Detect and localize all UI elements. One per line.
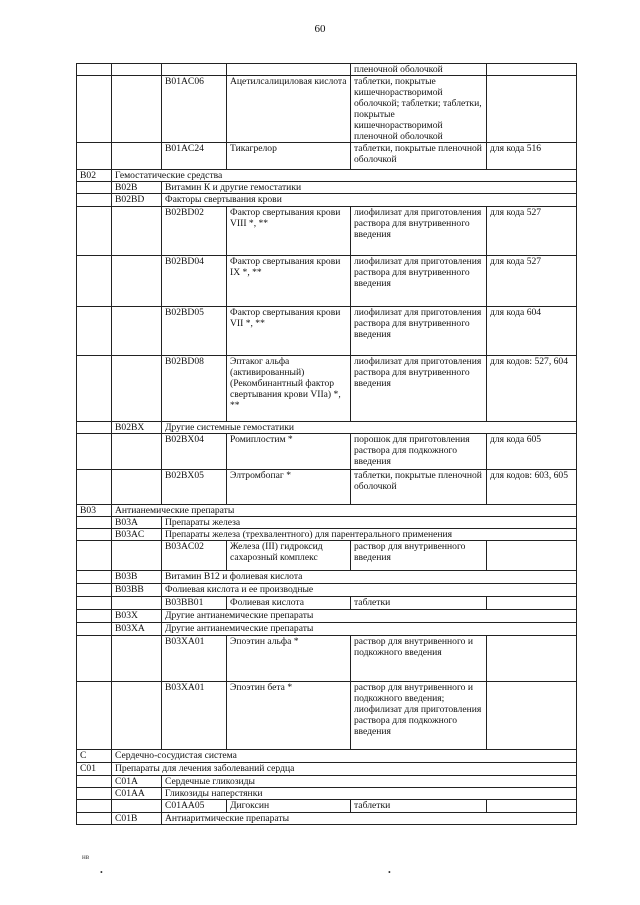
atc-code-cell: Препараты железа (трехвалентного) для парентерального применения [162, 529, 577, 541]
dosage-form-cell: лиофилизат для приготовления раствора для внутривенного введения [351, 307, 487, 356]
atc-subgroup-cell: Препараты для лечения заболеваний сердца [112, 763, 577, 776]
atc-subgroup-cell [112, 256, 162, 307]
table-row [77, 517, 577, 529]
atc-subgroup-cell: B03XA [112, 623, 162, 636]
table-row [77, 356, 577, 422]
atc-code-cell: Другие системные гемостатики [162, 422, 577, 434]
note-cell [487, 682, 577, 750]
atc-subgroup-cell: B02BX [112, 422, 162, 434]
note-cell: для кода 516 [487, 143, 577, 170]
atc-subgroup-cell [112, 207, 162, 256]
atc-subgroup-cell: B03BB [112, 584, 162, 597]
table-row [77, 307, 577, 356]
table-row [77, 505, 577, 517]
atc-code-cell: Фолиевая кислота и ее производные [162, 584, 577, 597]
note-cell: для кодов: 527, 604 [487, 356, 577, 422]
atc-subgroup-cell: Сердечно-сосудистая система [112, 750, 577, 763]
atc-code-cell: B03BB01 [162, 597, 227, 610]
dosage-form-cell: лиофилизат для приготовления раствора для внутривенного введения [351, 207, 487, 256]
atc-code-cell: Другие антианемические препараты [162, 623, 577, 636]
table-row [77, 76, 577, 143]
atc-subgroup-cell [112, 64, 162, 76]
table-row [77, 182, 577, 194]
atc-subgroup-cell: C01A [112, 776, 162, 788]
table-row [77, 64, 577, 76]
atc-group-cell [77, 800, 112, 813]
substance-name-cell: Фактор свертывания крови VIII *, ** [227, 207, 351, 256]
atc-code-cell: Другие антианемические препараты [162, 610, 577, 623]
dosage-form-cell: лиофилизат для приготовления раствора для внутривенного введения [351, 356, 487, 422]
substance-name-cell: Элтромбопаг * [227, 470, 351, 505]
substance-name-cell: Ацетилсалициловая кислота [227, 76, 351, 143]
substance-name-cell: Железа (III) гидроксид сахарозный комплекс [227, 541, 351, 571]
table-row [77, 597, 577, 610]
table-row [77, 143, 577, 170]
table-row [77, 422, 577, 434]
atc-code-cell: B01AC24 [162, 143, 227, 170]
dosage-form-cell: раствор для внутривенного и подкожного введения [351, 636, 487, 682]
atc-group-cell [77, 788, 112, 800]
substance-name-cell: Фактор свертывания крови VII *, ** [227, 307, 351, 356]
atc-subgroup-cell: B03X [112, 610, 162, 623]
dosage-form-cell: порошок для приготовления раствора для подкожного введения [351, 434, 487, 470]
atc-subgroup-cell: Антианемические препараты [112, 505, 577, 517]
table-row [77, 584, 577, 597]
atc-code-cell: B02BD04 [162, 256, 227, 307]
atc-code-cell: B02BD02 [162, 207, 227, 256]
atc-group-cell [77, 76, 112, 143]
table-row [77, 256, 577, 307]
dosage-form-cell: таблетки, покрытые пленочной оболочкой [351, 143, 487, 170]
atc-subgroup-cell [112, 434, 162, 470]
table-row [77, 763, 577, 776]
atc-group-cell [77, 207, 112, 256]
atc-code-cell: Витамин К и другие гемостатики [162, 182, 577, 194]
atc-subgroup-cell: B03B [112, 571, 162, 584]
atc-subgroup-cell: B03AC [112, 529, 162, 541]
note-cell [487, 597, 577, 610]
drug-list-table [76, 63, 577, 825]
atc-subgroup-cell: C01AA [112, 788, 162, 800]
atc-subgroup-cell: B02B [112, 182, 162, 194]
dosage-form-cell: таблетки [351, 800, 487, 813]
dosage-form-cell: раствор для внутривенного введения [351, 541, 487, 571]
substance-name-cell [227, 64, 351, 76]
table-row [77, 571, 577, 584]
atc-subgroup-cell [112, 682, 162, 750]
table-row [77, 623, 577, 636]
atc-subgroup-cell [112, 800, 162, 813]
substance-name-cell: Ромиплостим * [227, 434, 351, 470]
atc-subgroup-cell [112, 307, 162, 356]
dosage-form-cell: таблетки, покрытые кишечнорастворимой оболочкой; таблетки; таблетки, покрытые кишечнорастворимой пленочной оболочкой [351, 76, 487, 143]
table-row [77, 194, 577, 207]
atc-subgroup-cell: B02BD [112, 194, 162, 207]
scan-dot: • [100, 868, 103, 877]
substance-name-cell: Фолиевая кислота [227, 597, 351, 610]
table-row [77, 170, 577, 182]
atc-group-cell [77, 143, 112, 170]
table-row [77, 636, 577, 682]
note-cell: для кода 605 [487, 434, 577, 470]
atc-code-cell: Витамин B12 и фолиевая кислота [162, 571, 577, 584]
atc-code-cell: Гликозиды наперстянки [162, 788, 577, 800]
table-row [77, 434, 577, 470]
table-row [77, 470, 577, 505]
note-cell [487, 636, 577, 682]
atc-code-cell: B02BD08 [162, 356, 227, 422]
atc-code-cell: C01AA05 [162, 800, 227, 813]
atc-code-cell: B03XA01 [162, 682, 227, 750]
note-cell: для кодов: 603, 605 [487, 470, 577, 505]
atc-group-cell [77, 636, 112, 682]
substance-name-cell: Фактор свертывания крови IX *, ** [227, 256, 351, 307]
atc-group-cell: C01 [77, 763, 112, 776]
table-row [77, 529, 577, 541]
atc-subgroup-cell: C01B [112, 813, 162, 825]
atc-group-cell [77, 813, 112, 825]
atc-group-cell: B02 [77, 170, 112, 182]
atc-group-cell [77, 571, 112, 584]
atc-subgroup-cell [112, 470, 162, 505]
note-cell [487, 76, 577, 143]
atc-code-cell: B03XA01 [162, 636, 227, 682]
atc-code-cell: B01AC06 [162, 76, 227, 143]
table-row [77, 541, 577, 571]
dosage-form-cell: лиофилизат для приготовления раствора для внутривенного введения [351, 256, 487, 307]
atc-code-cell: B03AC02 [162, 541, 227, 571]
atc-code-cell: B02BX04 [162, 434, 227, 470]
atc-group-cell [77, 623, 112, 636]
atc-code-cell: B02BX05 [162, 470, 227, 505]
page-number: 60 [314, 23, 326, 35]
atc-group-cell [77, 529, 112, 541]
footer-mark: нв [82, 853, 90, 861]
dosage-form-cell: таблетки, покрытые пленочной оболочкой [351, 470, 487, 505]
table-row [77, 813, 577, 825]
scan-dot: • [388, 868, 391, 877]
atc-code-cell: Факторы свертывания крови [162, 194, 577, 207]
atc-subgroup-cell [112, 541, 162, 571]
atc-group-cell [77, 307, 112, 356]
atc-subgroup-cell [112, 76, 162, 143]
atc-subgroup-cell [112, 636, 162, 682]
atc-code-cell: Антиаритмические препараты [162, 813, 577, 825]
atc-group-cell: C [77, 750, 112, 763]
atc-subgroup-cell [112, 356, 162, 422]
dosage-form-cell: таблетки [351, 597, 487, 610]
atc-group-cell [77, 182, 112, 194]
note-cell [487, 541, 577, 571]
atc-group-cell [77, 517, 112, 529]
atc-subgroup-cell [112, 143, 162, 170]
atc-group-cell [77, 776, 112, 788]
substance-name-cell: Эпоэтин бета * [227, 682, 351, 750]
atc-code-cell: Препараты железа [162, 517, 577, 529]
atc-group-cell [77, 64, 112, 76]
atc-group-cell [77, 256, 112, 307]
note-cell: для кода 527 [487, 207, 577, 256]
atc-group-cell [77, 434, 112, 470]
dosage-form-cell: пленочной оболочкой [351, 64, 487, 76]
atc-subgroup-cell [112, 597, 162, 610]
atc-code-cell: B02BD05 [162, 307, 227, 356]
atc-subgroup-cell: B03A [112, 517, 162, 529]
atc-group-cell [77, 541, 112, 571]
atc-group-cell [77, 356, 112, 422]
atc-group-cell [77, 422, 112, 434]
atc-subgroup-cell: Гемостатические средства [112, 170, 577, 182]
dosage-form-cell: раствор для внутривенного и подкожного введения; лиофилизат для приготовления раствора для подкожного введения [351, 682, 487, 750]
note-cell [487, 800, 577, 813]
table-row [77, 800, 577, 813]
substance-name-cell: Тикагрелор [227, 143, 351, 170]
note-cell: для кода 527 [487, 256, 577, 307]
table-row [77, 788, 577, 800]
substance-name-cell: Эпоэтин альфа * [227, 636, 351, 682]
table-row [77, 207, 577, 256]
atc-group-cell [77, 597, 112, 610]
table-row [77, 776, 577, 788]
atc-code-cell: Сердечные гликозиды [162, 776, 577, 788]
atc-group-cell [77, 194, 112, 207]
substance-name-cell: Эптаког альфа (активированный) (Рекомбинантный фактор свертывания крови VIIa) *, ** [227, 356, 351, 422]
atc-group-cell [77, 682, 112, 750]
note-cell [487, 64, 577, 76]
table-row [77, 750, 577, 763]
table-row [77, 682, 577, 750]
atc-group-cell [77, 610, 112, 623]
note-cell: для кода 604 [487, 307, 577, 356]
atc-code-cell [162, 64, 227, 76]
atc-group-cell [77, 470, 112, 505]
substance-name-cell: Дигоксин [227, 800, 351, 813]
table-row [77, 610, 577, 623]
atc-group-cell [77, 584, 112, 597]
atc-group-cell: B03 [77, 505, 112, 517]
